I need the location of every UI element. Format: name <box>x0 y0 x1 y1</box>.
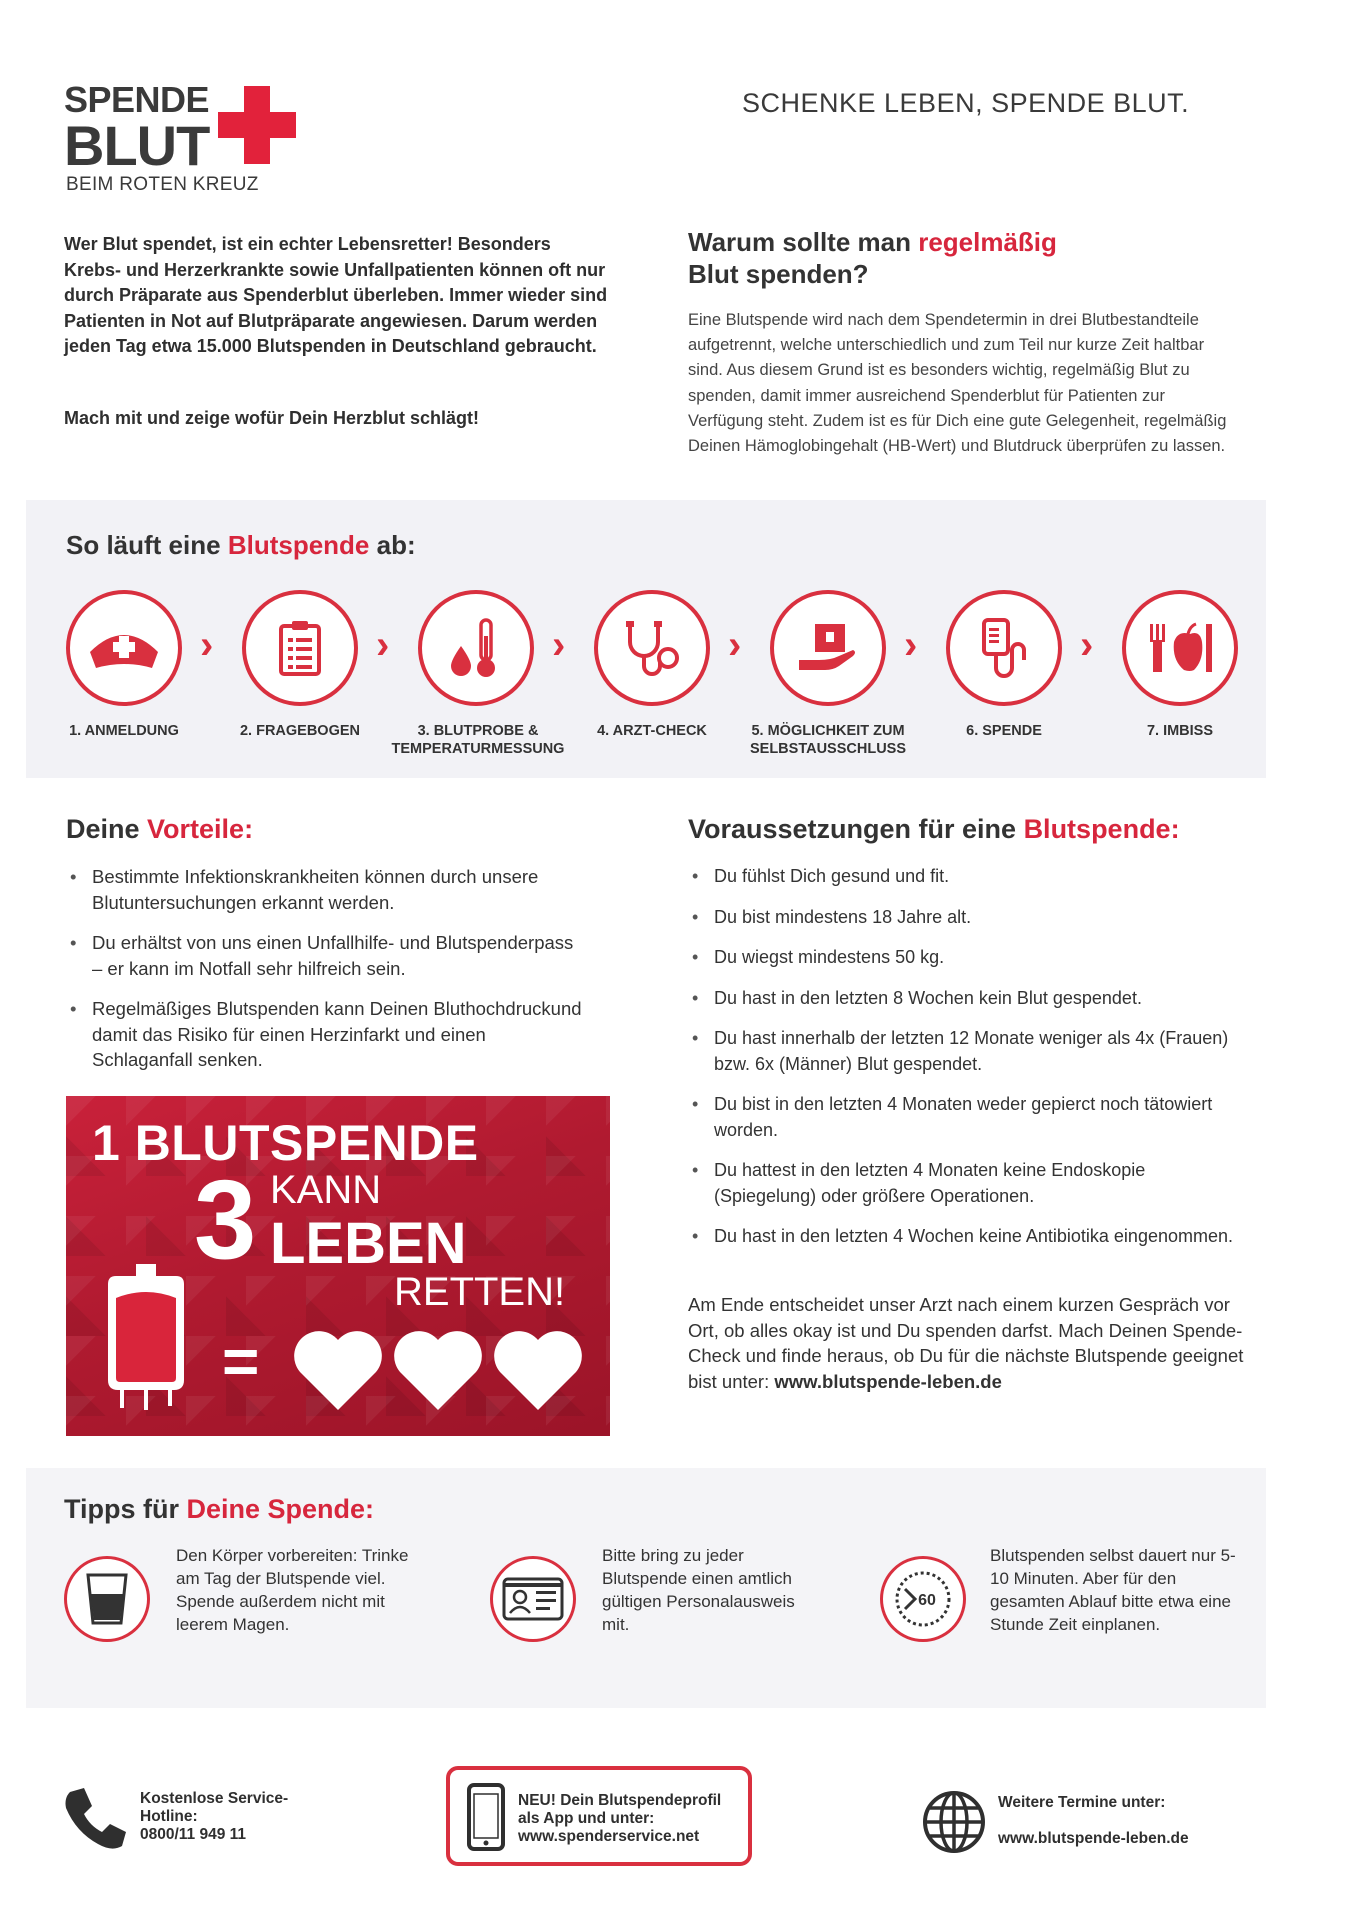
vorteile-title: Deine Vorteile: <box>66 814 254 844</box>
voraussetzungen-title: Voraussetzungen für eine Blutspende: <box>688 814 1180 844</box>
tip-text: Den Körper vorbereiten: Trinke am Tag der Blutspende viel. Spende außerdem nicht mit leerem Magen. <box>176 1546 409 1634</box>
nurse-cap-icon <box>66 590 182 706</box>
chevron-right-icon: › <box>904 623 918 667</box>
chevron-right-icon: › <box>728 623 742 667</box>
banner-number: 3 <box>194 1157 257 1282</box>
step-label: 3. BLUTPROBE & TEMPERATURMESSUNG <box>391 723 565 757</box>
step-label: 6. SPENDE <box>966 723 1042 739</box>
app-text: NEU! Dein Blutspendeprofil als App und unter: <box>518 1792 722 1827</box>
intro-text: Wer Blut spendet, ist ein echter Lebensretter! Besonders Krebs- und Herzerkrankte sowie Unfallpatienten können oft nur durch Präparate aus Spenderblut überleben. Immer wieder sind Patienten in Not auf Blutpräparate angewiesen. Darum werden jeden Tag etwa 15.000 Blutspenden in Deutschland gebraucht. <box>64 234 608 357</box>
tagline: SCHENKE LEBEN, SPENDE BLUT. <box>742 88 1190 118</box>
step-label: 4. ARZT-CHECK <box>597 723 707 739</box>
list-item: • Du hast in den letzten 4 Wochen keine Antibiotika eingenommen. <box>688 1224 1248 1250</box>
globe-icon <box>922 1790 986 1854</box>
hotline-number[interactable]: 0800/11 949 11 <box>140 1826 247 1843</box>
water-glass-icon <box>64 1556 150 1642</box>
timer-60-icon <box>880 1556 966 1642</box>
why-title-highlight: regelmäßig <box>918 227 1057 257</box>
banner-kann: KANN <box>270 1168 382 1212</box>
tips-title: Tipps für Deine Spende: <box>64 1494 375 1524</box>
list-item: • Du fühlst Dich gesund und fit. <box>688 864 1248 890</box>
why-body: Eine Blutspende wird nach dem Spendetermin in drei Blutbestandteile aufgetrennt, welche unterschiedlich und zum Teil nur kurze Zeit haltbar sind. Aus diesem Grund ist es besonders wichtig, regelmäßig Blut zu spenden, damit immer ausreichend Spenderblut für Patienten zur Verfügung steht. Zudem ist es für Dich eine gute Gelegenheit, regelmäßig Deinen Hämoglobingehalt (HB-Wert) und Blutdruck überprüfen zu lassen. <box>688 311 1227 456</box>
vorteile-list <box>66 864 586 1088</box>
blood-bag-icon <box>96 1264 196 1414</box>
list-item: • Du erhältst von uns einen Unfallhilfe- und Blutspenderpass – er kann im Notfall sehr hilfreich sein. <box>66 930 586 981</box>
chevron-right-icon: › <box>376 623 390 667</box>
hand-box-icon <box>770 590 886 706</box>
voraussetzungen-footer: Am Ende entscheidet unser Arzt nach einem kurzen Gespräch vor Ort, ob alles okay ist und Du spenden darfst. Mach Deinen Spende-Check und finde heraus, ob Du für die nächste Blutspende geeignet bist unter: www.blutspende-leben.de <box>688 1294 1244 1392</box>
step-label: 1. ANMELDUNG <box>69 723 179 739</box>
list-item: • Du hast in den letzten 8 Wochen kein Blut gespendet. <box>688 986 1248 1012</box>
chevron-right-icon: › <box>200 623 214 667</box>
thermometer-drop-icon <box>418 590 534 706</box>
hotline-label: Kostenlose Service-Hotline: <box>140 1790 289 1825</box>
process-title: So läuft eine Blutspende ab: <box>66 530 416 560</box>
logo-blut-text: BLUT <box>64 114 210 177</box>
chevron-right-icon: › <box>552 623 566 667</box>
blood-bag-icon <box>946 590 1062 706</box>
list-item: • Du bist in den letzten 4 Monaten weder gepierct noch tätowiert worden. <box>688 1092 1248 1143</box>
voraussetzungen-list <box>688 864 1248 1265</box>
stethoscope-icon <box>594 590 710 706</box>
blutspende-link[interactable]: www.blutspende-leben.de <box>774 1370 1002 1392</box>
list-item: • Bestimmte Infektionskrankheiten können durch unsere Blutuntersuchungen erkannt werden. <box>66 864 586 915</box>
list-item: • Du hast innerhalb der letzten 12 Monate weniger als 4x (Frauen) bzw. 6x (Männer) Blut gespendet. <box>688 1026 1248 1077</box>
lifesaver-banner <box>66 1096 610 1436</box>
step-label: 2. FRAGEBOGEN <box>239 723 361 739</box>
app-link[interactable]: www.spenderservice.net <box>518 1828 700 1845</box>
termine-label: Weitere Termine unter: <box>998 1794 1166 1811</box>
logo-spende-text: SPENDE <box>64 79 210 120</box>
tip-text: Bitte bring zu jeder Blutspende einen amtlich gültigen Personalausweis mit. <box>602 1546 795 1634</box>
why-title: Warum sollte man regelmäßig Blut spenden? <box>688 227 1057 289</box>
id-card-icon <box>490 1556 576 1642</box>
phone-icon <box>62 1786 128 1852</box>
termine-link[interactable]: www.blutspende-leben.de <box>998 1830 1189 1847</box>
list-item: • Du bist mindestens 18 Jahre alt. <box>688 905 1248 931</box>
banner-retten: RETTEN! <box>394 1270 566 1314</box>
intro-cta: Mach mit und zeige wofür Dein Herzblut schlägt! <box>64 408 480 428</box>
logo-subtitle: BEIM ROTEN KREUZ <box>66 174 259 195</box>
step-label: 5. MÖGLICHKEIT ZUM SELBSTAUSSCHLUSS <box>749 723 907 757</box>
banner-equals: = <box>222 1325 260 1397</box>
list-item: • Du wiegst mindestens 50 kg. <box>688 945 1248 971</box>
banner-leben: LEBEN <box>270 1211 467 1276</box>
banner-headline: 1 BLUTSPENDE <box>92 1115 479 1171</box>
timer-label: 60 <box>918 1592 936 1609</box>
cutlery-apple-icon <box>1122 590 1238 706</box>
chevron-right-icon: › <box>1080 623 1094 667</box>
smartphone-icon <box>466 1782 506 1852</box>
hearts-icon <box>290 1322 586 1418</box>
clipboard-icon <box>242 590 358 706</box>
list-item: • Du hattest in den letzten 4 Monaten keine Endoskopie (Spiegelung) oder größere Operationen. <box>688 1158 1248 1209</box>
step-label: 7. IMBISS <box>1146 723 1214 739</box>
tip-text: Blutspenden selbst dauert nur 5-10 Minuten. Aber für den gesamten Ablauf bitte etwa eine Stunde Zeit einplanen. <box>990 1546 1236 1634</box>
red-cross-logo-icon <box>218 86 296 164</box>
list-item: • Regelmäßiges Blutspenden kann Deinen Bluthochdruckund damit das Risiko für einen Herzinfarkt und einen Schlaganfall senken. <box>66 996 586 1073</box>
